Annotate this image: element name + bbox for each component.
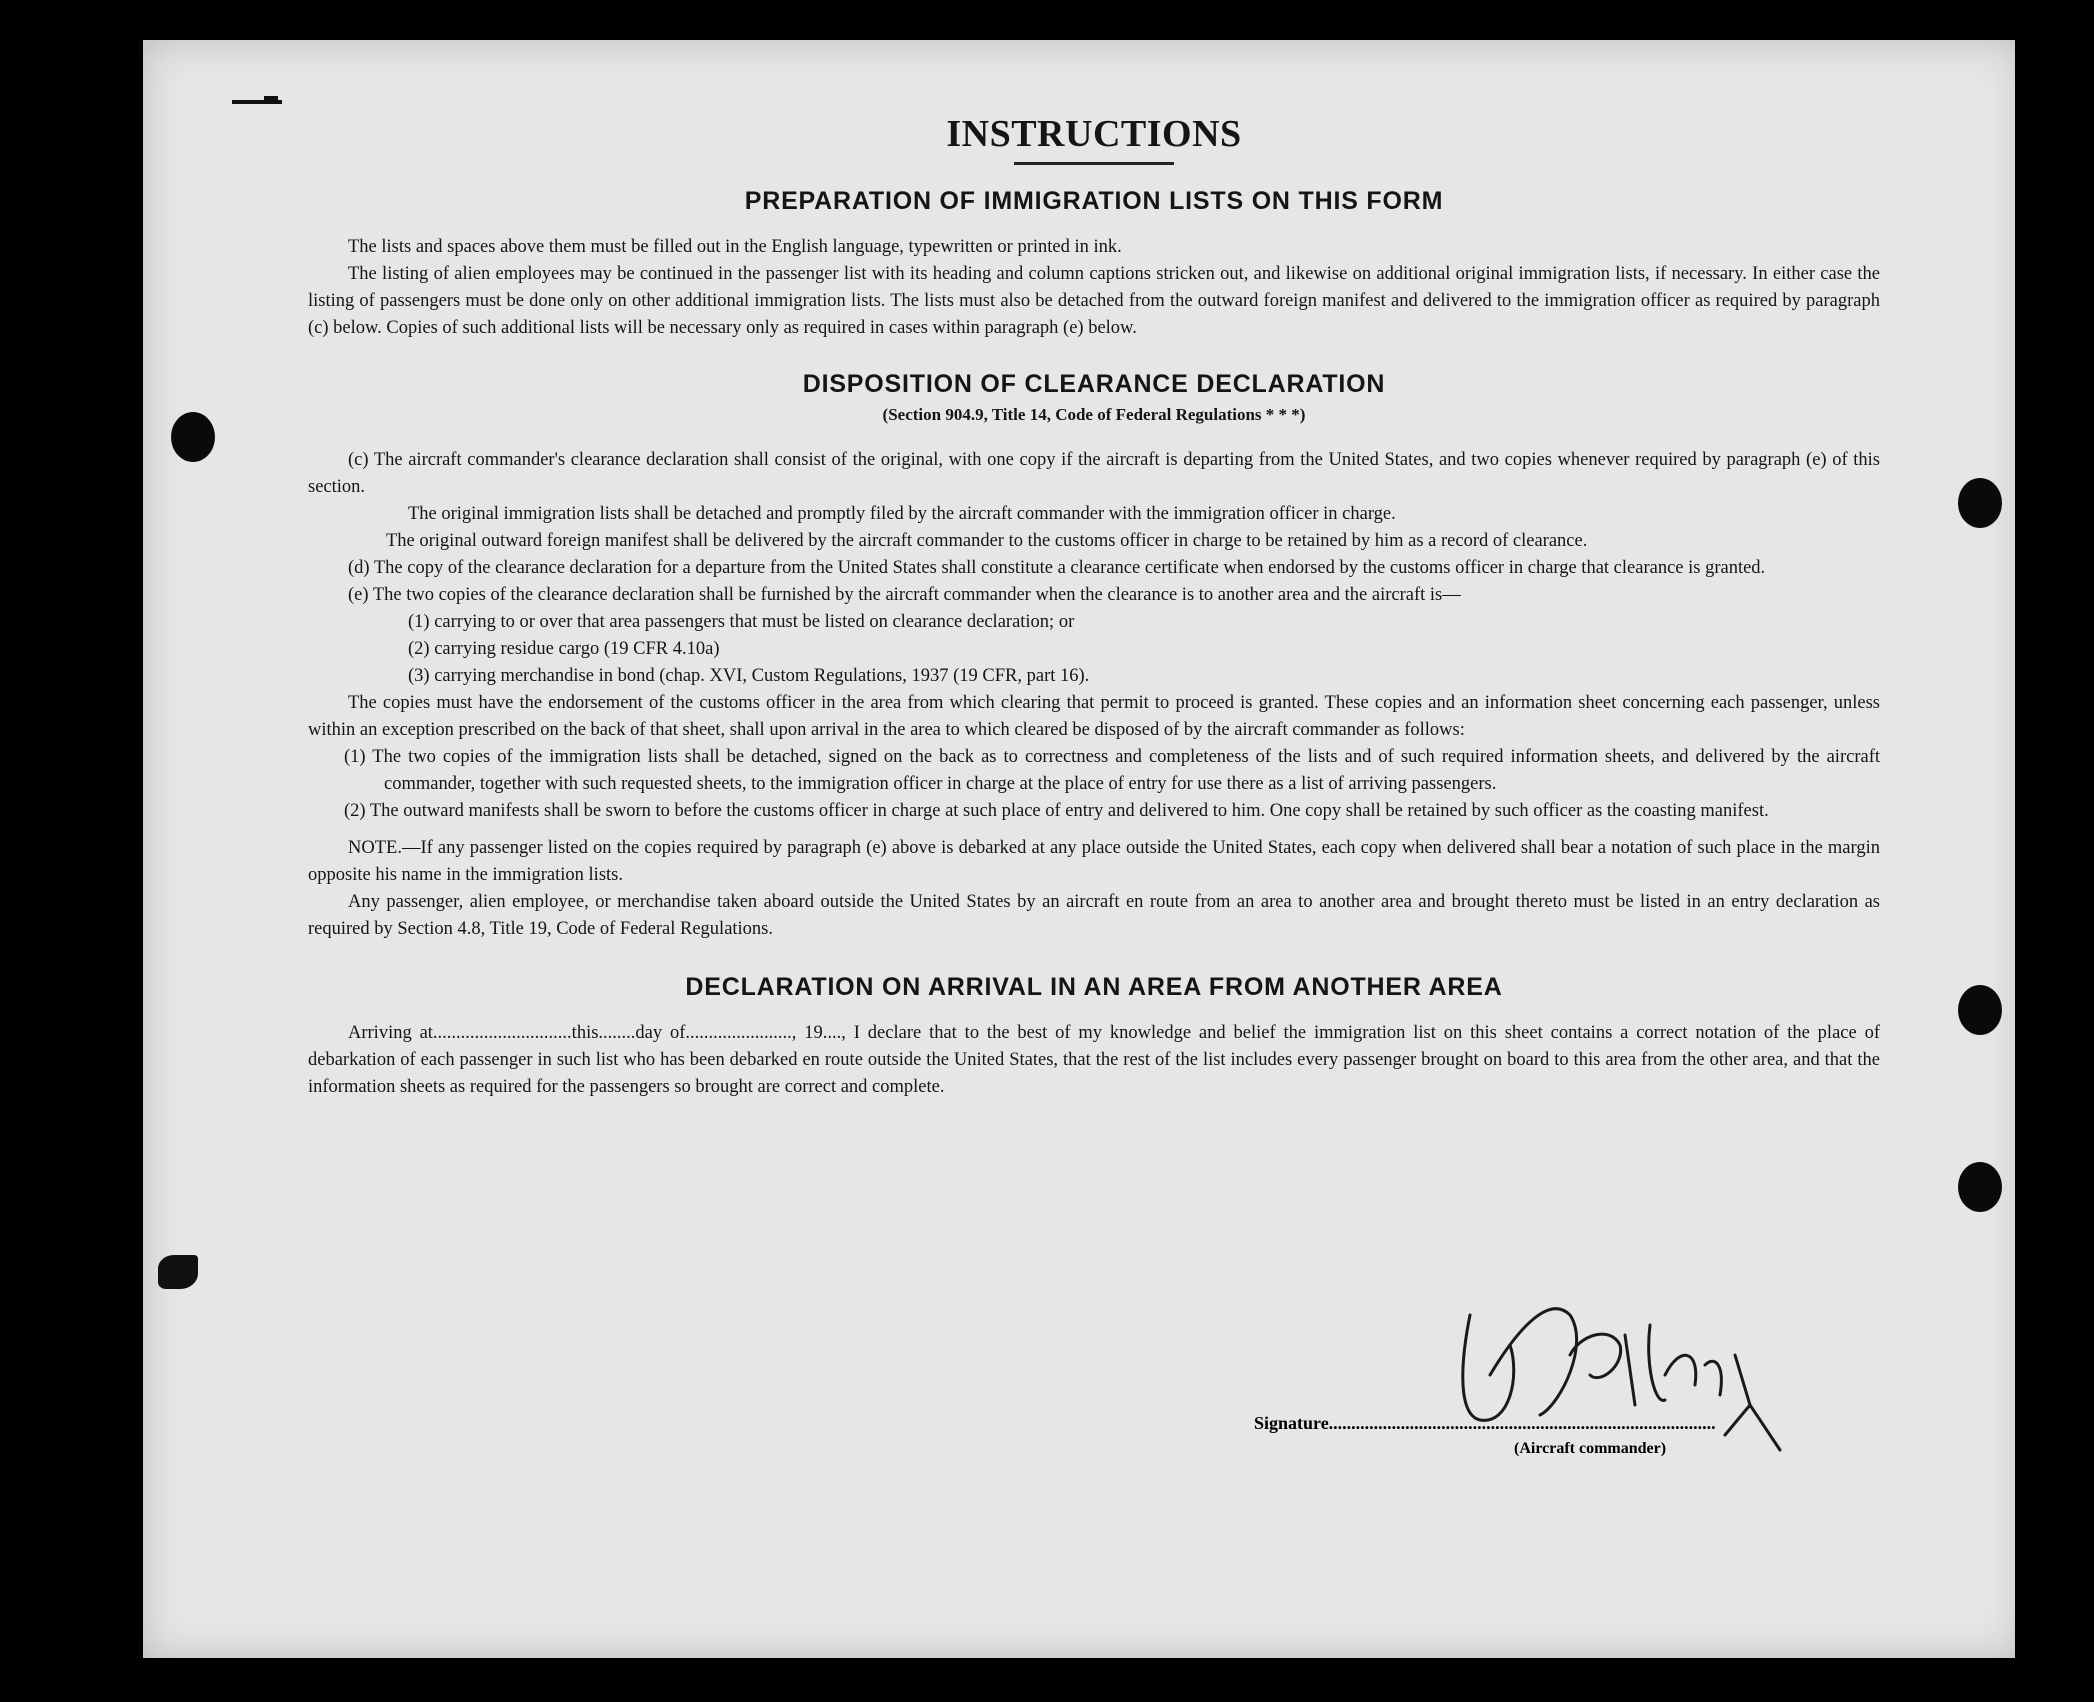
list-item: (1) The two copies of the immigration lists shall be detached, signed on the back as to correctness and completeness of the lists and of such required information sheets, and delivered by the aircraft commander, together with such requested sheets, to the immigration officer in charge at the place of entry for use there as a list of arriving passengers. bbox=[344, 747, 1880, 794]
paragraph: The lists and spaces above them must be filled out in the English language, typewritten or printed in ink. bbox=[348, 237, 1122, 257]
paragraph: The listing of alien employees may be continued in the passenger list with its heading and column captions stricken out, and likewise on additional original immigration lists, if necessary. In either case the listing of passengers must be done only on other additional immigration lists. The lists must also be detached from the outward foreign manifest and delivered to the immigration officer as required by paragraph (c) below. Copies of such additional lists will be necessary only as required in cases within paragraph (e) below. bbox=[308, 264, 1880, 338]
punch-hole-left-1 bbox=[171, 412, 215, 462]
paragraph: Any passenger, alien employee, or merchandise taken aboard outside the United States by an aircraft en route from an area to another area and brought thereto must be listed in an entry declaration as required by Section 4.8, Title 19, Code of Federal Regulations. bbox=[308, 892, 1880, 939]
title-underline bbox=[1014, 162, 1174, 165]
paragraph: The copies must have the endorsement of the customs officer in the area from which clearing that permit to proceed is granted. These copies and an information sheet concerning each passenger, unless within an exception prescribed on the back of that sheet, shall upon arrival in the area to which cleared be disposed of by the aircraft commander as follows: bbox=[308, 693, 1880, 740]
paragraph-e: (e) The two copies of the clearance declaration shall be furnished by the aircraft commander when the clearance is to another area and the aircraft is— bbox=[348, 585, 1461, 605]
regulation-citation: (Section 904.9, Title 14, Code of Federal Regulations * * *) bbox=[882, 405, 1306, 424]
list-item: (2) The outward manifests shall be sworn to before the customs officer in charge at such place of entry and delivered to him. One copy shall be retained by such officer as the coasting manifest. bbox=[344, 801, 1769, 821]
list-item: (2) carrying residue cargo (19 CFR 4.10a) bbox=[408, 639, 720, 659]
punch-hole-right-3 bbox=[1958, 1162, 2002, 1212]
section-disposition bbox=[308, 447, 1880, 943]
ink-mark bbox=[264, 96, 278, 100]
signature-caption: (Aircraft commander) bbox=[1514, 1440, 1667, 1457]
note-paragraph: NOTE.—If any passenger listed on the copies required by paragraph (e) above is debarked at any place outside the United States, each copy when delivered shall bear a notation of such place in the margin opposite his name in the immigration lists. bbox=[308, 838, 1880, 885]
punch-hole-right-1 bbox=[1958, 478, 2002, 528]
ink-mark bbox=[2015, 40, 2055, 1658]
punch-hole-left-2 bbox=[158, 1255, 198, 1289]
paragraph-c: (c) The aircraft commander's clearance declaration shall consist of the original, with one copy if the aircraft is departing from the United States, and two copies whenever required by paragraph (e) of this section. bbox=[308, 450, 1880, 497]
instructions-body bbox=[308, 112, 1880, 1101]
handwritten-signature bbox=[1450, 1255, 1790, 1465]
paragraph-d: (d) The copy of the clearance declaration for a departure from the United States shall constitute a clearance certificate when endorsed by the customs officer in charge that clearance is granted. bbox=[348, 558, 1766, 578]
section-heading-disposition: DISPOSITION OF CLEARANCE DECLARATION bbox=[802, 370, 1386, 398]
section-heading-declaration: DECLARATION ON ARRIVAL IN AN AREA FROM ANOTHER AREA bbox=[685, 973, 1503, 1001]
show-through-text bbox=[200, 148, 211, 186]
paragraph: The original outward foreign manifest shall be delivered by the aircraft commander to the customs officer in charge to be retained by him as a record of clearance. bbox=[386, 531, 1588, 551]
declaration-text: Arriving at..............................this........day of......................., 19...., I declare that to the best of my knowledge and belief the immigration list on this sheet contains a correct notation of the place of debarkation of each passenger in such list who has been debarked en route outside the United States, that the rest of the list includes every passenger brought on board to this area from the other area, and that the information sheets as required for the passengers so brought are correct and complete. bbox=[308, 1023, 1880, 1097]
paragraph: The original immigration lists shall be detached and promptly filed by the aircraft commander with the immigration officer in charge. bbox=[408, 504, 1396, 524]
punch-hole-right-2 bbox=[1958, 985, 2002, 1035]
ink-mark bbox=[232, 100, 282, 104]
section-heading-preparation: PREPARATION OF IMMIGRATION LISTS ON THIS FORM bbox=[744, 187, 1444, 215]
page-title: INSTRUCTIONS bbox=[946, 113, 1242, 155]
list-item: (1) carrying to or over that area passengers that must be listed on clearance declaration; or bbox=[408, 612, 1075, 632]
signature-line: Signature...................................................................................... bbox=[1254, 1413, 1716, 1433]
list-item: (3) carrying merchandise in bond (chap. XVI, Custom Regulations, 1937 (19 CFR, part 16). bbox=[408, 666, 1090, 686]
section-declaration bbox=[308, 1020, 1880, 1101]
section-preparation bbox=[308, 234, 1880, 342]
